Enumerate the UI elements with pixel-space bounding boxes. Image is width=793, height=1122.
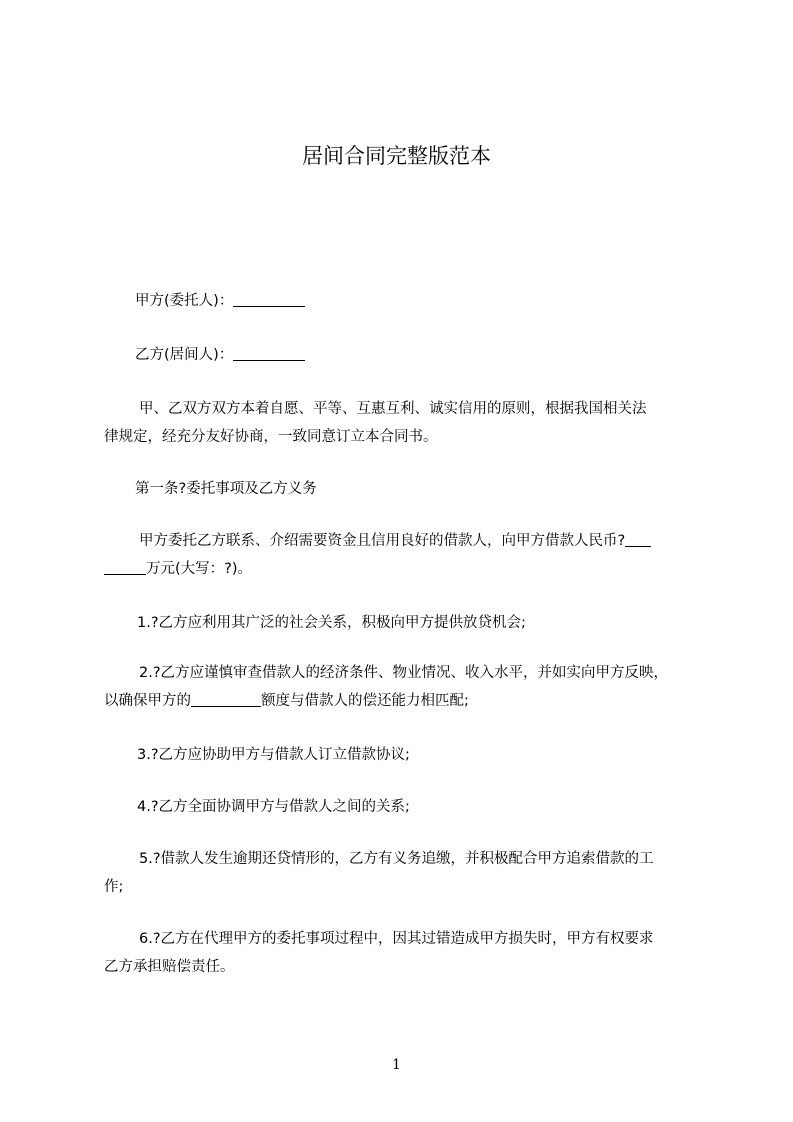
party-b-line [104, 341, 716, 369]
item-5-line-2: 作; [104, 879, 124, 895]
entrust-line-1 [104, 527, 716, 555]
item-4: 4.?乙方全面协调甲方与借款人之间的关系; [137, 799, 410, 815]
party-b-blank [233, 344, 305, 361]
loan-amount-blank [191, 690, 261, 707]
preamble-line-2: 律规定，经充分友好协商，一致同意订立本合同书。 [104, 429, 438, 445]
entrust-paragraph [104, 527, 716, 583]
entrust-line-2 [104, 555, 716, 583]
document-title: 居间合同完整版范本 [302, 144, 491, 168]
party-a-line [104, 287, 716, 315]
item-2-suffix: 额度与借款人的偿还能力相匹配; [261, 693, 469, 709]
party-b-label: 乙方(居间人)： [135, 347, 234, 363]
item-5-line-1: 5.?借款人发生逾期还贷情形的，乙方有义务追缴，并积极配合甲方追索借款的工 [139, 851, 654, 867]
item-2-line-1: 2.?乙方应谨慎审查借款人的经济条件、物业情况、收入水平，并如实向甲方反映， [139, 665, 669, 681]
item-2 [104, 659, 716, 715]
preamble-paragraph [104, 395, 716, 451]
article-1-heading: 第一条?委托事项及乙方义务 [135, 481, 317, 497]
document-body [104, 287, 716, 981]
party-a-blank [233, 290, 305, 307]
item-2-line-2 [104, 687, 716, 715]
amount-blank-part-2 [104, 558, 146, 575]
entrust-text: 甲方委托乙方联系、介绍需要资金且信用良好的借款人，向甲方借款人民币? [139, 533, 626, 549]
page-number: 1 [392, 1057, 401, 1073]
party-a-label: 甲方(委托人)： [135, 293, 234, 309]
item-6 [104, 925, 716, 981]
item-6-line-1: 6.?乙方在代理甲方的委托事项过程中，因其过错造成甲方损失时，甲方有权要求 [139, 931, 654, 947]
item-2-prefix: 以确保甲方的 [104, 693, 191, 709]
item-5 [104, 845, 716, 901]
item-1: 1.?乙方应利用其广泛的社会关系，积极向甲方提供放贷机会; [137, 615, 526, 631]
entrust-suffix: 万元(大写：?)。 [146, 561, 253, 577]
item-6-line-2: 乙方承担赔偿责任。 [104, 959, 235, 975]
amount-blank-part-1 [625, 530, 651, 547]
item-3: 3.?乙方应协助甲方与借款人订立借款协议; [137, 747, 410, 763]
preamble-line-1: 甲、乙双方双方本着自愿、平等、互惠互利、诚实信用的原则，根据我国相关法 [139, 401, 647, 417]
